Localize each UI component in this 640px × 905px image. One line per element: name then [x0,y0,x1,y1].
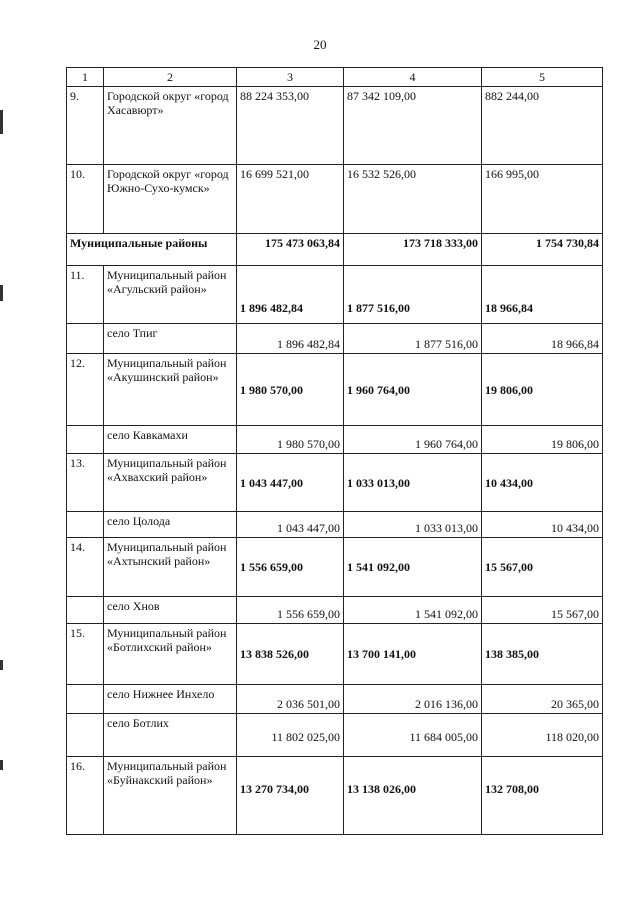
row-name: Муниципальный район «Ахтынский район» [104,538,237,597]
cell-value: 138 385,00 [482,624,603,685]
cell-value: 166 995,00 [482,165,603,234]
row-name: Муниципальный район «Акушинский район» [104,354,237,426]
cell-value: 18 966,84 [482,324,603,354]
row-name: село Кавкамахи [104,426,237,454]
row-number: 12. [67,354,104,426]
cell-value: 1 896 482,84 [237,266,344,324]
table-row-village [67,512,603,538]
table-row-district [67,624,603,685]
row-name: Муниципальный район «Буйнакский район» [104,757,237,835]
row-number: 11. [67,266,104,324]
cell-value: 1 754 730,84 [482,234,603,266]
cell-value: 18 966,84 [482,266,603,324]
cell-value: 1 033 013,00 [344,512,482,538]
cell-value: 132 708,00 [482,757,603,835]
cell-value: 2 016 136,00 [344,685,482,714]
page-number: 20 [313,37,327,52]
column-header: 3 [237,68,344,87]
table-row-village [67,426,603,454]
cell-value: 1 541 092,00 [344,538,482,597]
cell-value: 2 036 501,00 [237,685,344,714]
cell-value: 19 806,00 [482,426,603,454]
scan-mark [0,760,3,770]
scan-mark [0,110,3,134]
row-number: 13. [67,454,104,512]
row-number: 15. [67,624,104,685]
scan-mark [0,285,3,301]
cell-value: 1 541 092,00 [344,597,482,624]
cell-value: 11 802 025,00 [237,714,344,757]
cell-value: 16 532 526,00 [344,165,482,234]
cell-value: 13 700 141,00 [344,624,482,685]
row-number [67,324,104,354]
row-number: 16. [67,757,104,835]
column-header: 2 [104,68,237,87]
row-name: Муниципальный район «Агульский район» [104,266,237,324]
cell-value: 1 043 447,00 [237,454,344,512]
cell-value: 1 556 659,00 [237,538,344,597]
cell-value: 882 244,00 [482,87,603,165]
cell-value: 175 473 063,84 [237,234,344,266]
table-header-row [67,68,603,87]
table-row-city [67,87,603,165]
cell-value: 1 980 570,00 [237,426,344,454]
cell-value: 15 567,00 [482,538,603,597]
column-header: 4 [344,68,482,87]
row-name: село Тпиг [104,324,237,354]
cell-value: 88 224 353,00 [237,87,344,165]
cell-value: 19 806,00 [482,354,603,426]
table-row-city [67,165,603,234]
row-number [67,685,104,714]
row-name: Городской округ «город Южно-Сухо-кумск» [104,165,237,234]
row-name: Муниципальный район «Ботлихский район» [104,624,237,685]
row-name: село Нижнее Инхело [104,685,237,714]
row-name: село Ботлих [104,714,237,757]
cell-value: 1 033 013,00 [344,454,482,512]
row-number: 14. [67,538,104,597]
cell-value: 10 434,00 [482,454,603,512]
row-number [67,714,104,757]
scan-mark [0,660,3,670]
table-row-district [67,454,603,512]
row-number [67,512,104,538]
summary-row [67,234,603,266]
row-number [67,597,104,624]
column-header: 1 [67,68,104,87]
cell-value: 10 434,00 [482,512,603,538]
table-row-village [67,714,603,757]
cell-value: 1 896 482,84 [237,324,344,354]
cell-value: 1 877 516,00 [344,266,482,324]
table-row-district [67,757,603,835]
cell-value: 13 138 026,00 [344,757,482,835]
row-number: 10. [67,165,104,234]
table-row-village [67,324,603,354]
cell-value: 173 718 333,00 [344,234,482,266]
table-row-district [67,354,603,426]
column-header: 5 [482,68,603,87]
row-name: село Цолода [104,512,237,538]
cell-value: 1 877 516,00 [344,324,482,354]
table-row-district [67,538,603,597]
cell-value: 13 270 734,00 [237,757,344,835]
cell-value: 1 980 570,00 [237,354,344,426]
row-number [67,426,104,454]
cell-value: 16 699 521,00 [237,165,344,234]
row-name: село Хнов [104,597,237,624]
row-number: 9. [67,87,104,165]
row-name: Муниципальный район «Ахвахский район» [104,454,237,512]
cell-value: 118 020,00 [482,714,603,757]
cell-value: 1 043 447,00 [237,512,344,538]
cell-value: 1 556 659,00 [237,597,344,624]
row-name: Городской округ «город Хасавюрт» [104,87,237,165]
cell-value: 1 960 764,00 [344,426,482,454]
budget-table [66,67,603,835]
table-row-village [67,597,603,624]
table-row-district [67,266,603,324]
table-row-village [67,685,603,714]
cell-value: 13 838 526,00 [237,624,344,685]
summary-label: Муниципальные районы [67,234,237,266]
cell-value: 20 365,00 [482,685,603,714]
cell-value: 15 567,00 [482,597,603,624]
cell-value: 1 960 764,00 [344,354,482,426]
cell-value: 11 684 005,00 [344,714,482,757]
cell-value: 87 342 109,00 [344,87,482,165]
